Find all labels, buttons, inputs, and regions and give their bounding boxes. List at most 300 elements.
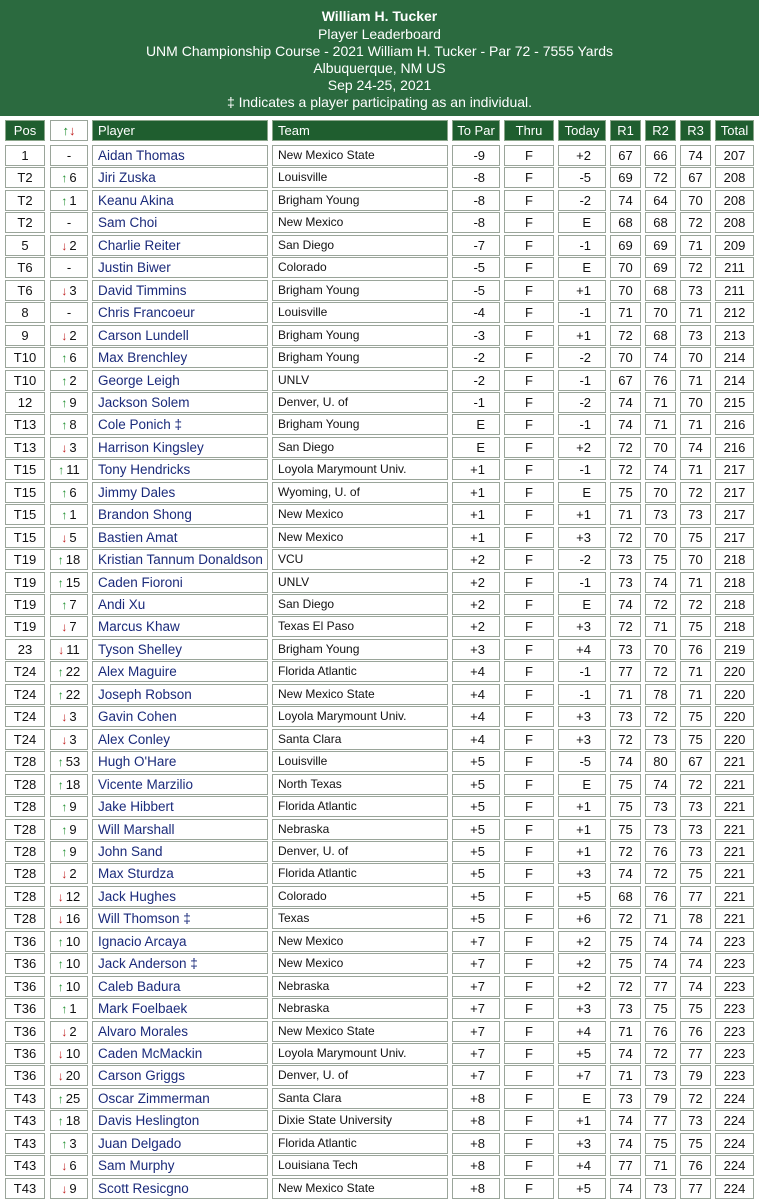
col-header-movement[interactable]: ↑↓: [50, 120, 88, 141]
table-row[interactable]: [0, 661, 759, 682]
r1-cell: 71: [610, 684, 641, 705]
thru-cell: F: [504, 437, 554, 458]
r3-cell: 76: [680, 1155, 711, 1176]
r2-cell: 70: [645, 527, 676, 548]
total-cell: 221: [715, 819, 754, 840]
today-cell: +2: [558, 976, 606, 997]
player-name-link[interactable]: Will Marshall: [92, 819, 268, 840]
r2-cell: 74: [645, 347, 676, 368]
movement-value: 22: [65, 687, 81, 702]
to-par-cell: +4: [452, 661, 500, 682]
total-cell: 223: [715, 1065, 754, 1086]
thru-cell: F: [504, 684, 554, 705]
arrow-down-icon: ↓: [61, 239, 68, 253]
pos-cell: T2: [5, 167, 45, 188]
r2-cell: 66: [645, 145, 676, 166]
col-header-player[interactable]: Player: [92, 120, 268, 141]
player-name-link[interactable]: Tony Hendricks: [92, 459, 268, 480]
table-row[interactable]: [0, 684, 759, 705]
pos-cell: 8: [5, 302, 45, 323]
table-row[interactable]: [0, 706, 759, 727]
pos-cell: T28: [5, 886, 45, 907]
player-name-link[interactable]: Marcus Khaw: [92, 616, 268, 637]
r3-cell: 72: [680, 212, 711, 233]
pos-cell: T28: [5, 908, 45, 929]
thru-cell: F: [504, 549, 554, 570]
table-row[interactable]: [0, 325, 759, 346]
team-cell: Wyoming, U. of: [272, 482, 448, 503]
player-name-link[interactable]: Caleb Badura: [92, 976, 268, 997]
to-par-cell: +4: [452, 706, 500, 727]
today-cell: -1: [558, 459, 606, 480]
r1-cell: 77: [610, 1155, 641, 1176]
player-name-link[interactable]: Davis Heslington: [92, 1110, 268, 1131]
thru-cell: F: [504, 572, 554, 593]
table-row[interactable]: [0, 482, 759, 503]
table-row[interactable]: [0, 639, 759, 660]
total-cell: 208: [715, 167, 754, 188]
table-row[interactable]: [0, 145, 759, 166]
today-cell: +6: [558, 908, 606, 929]
r1-cell: 74: [610, 190, 641, 211]
player-name-link[interactable]: Juan Delgado: [92, 1133, 268, 1154]
r1-cell: 67: [610, 370, 641, 391]
player-name-link[interactable]: Jiri Zuska: [92, 167, 268, 188]
today-cell: E: [558, 1088, 606, 1109]
thru-cell: F: [504, 1043, 554, 1064]
col-header-r3[interactable]: R3: [680, 120, 711, 141]
table-row[interactable]: [0, 774, 759, 795]
team-cell: Florida Atlantic: [272, 863, 448, 884]
player-name-link[interactable]: Sam Choi: [92, 212, 268, 233]
team-cell: Loyola Marymount Univ.: [272, 706, 448, 727]
total-cell: 221: [715, 863, 754, 884]
player-name-link[interactable]: Aidan Thomas: [92, 145, 268, 166]
movement-value: 18: [65, 552, 81, 567]
total-cell: 208: [715, 190, 754, 211]
table-row[interactable]: [0, 504, 759, 525]
player-name-link[interactable]: Charlie Reiter: [92, 235, 268, 256]
total-cell: 217: [715, 504, 754, 525]
table-row[interactable]: [0, 751, 759, 772]
total-cell: 216: [715, 414, 754, 435]
individual-note: ‡ Indicates a player participating as an individual.: [226, 94, 533, 110]
team-cell: San Diego: [272, 235, 448, 256]
team-cell: North Texas: [272, 774, 448, 795]
movement-value: 16: [65, 911, 81, 926]
r3-cell: 75: [680, 527, 711, 548]
to-par-cell: +7: [452, 1021, 500, 1042]
player-name-link[interactable]: Jimmy Dales: [92, 482, 268, 503]
table-row[interactable]: [0, 167, 759, 188]
pos-cell: 9: [5, 325, 45, 346]
pos-cell: T19: [5, 572, 45, 593]
arrow-up-icon: ↑: [57, 980, 64, 994]
movement-cell: [50, 751, 88, 772]
r3-cell: 76: [680, 1021, 711, 1042]
movement-value: 2: [69, 373, 77, 388]
to-par-cell: +5: [452, 796, 500, 817]
player-name-link[interactable]: Scott Resicgno: [92, 1178, 268, 1199]
team-cell: Dixie State University: [272, 1110, 448, 1131]
player-name-link[interactable]: Will Thomson ‡: [92, 908, 268, 929]
col-header-r2[interactable]: R2: [645, 120, 676, 141]
to-par-cell: -3: [452, 325, 500, 346]
arrow-down-icon: ↓: [61, 441, 68, 455]
to-par-cell: +7: [452, 976, 500, 997]
r1-cell: 73: [610, 549, 641, 570]
total-cell: 221: [715, 751, 754, 772]
player-name-link[interactable]: Jackson Solem: [92, 392, 268, 413]
thru-cell: F: [504, 931, 554, 952]
table-row[interactable]: [0, 1021, 759, 1042]
player-name-link[interactable]: John Sand: [92, 841, 268, 862]
today-cell: -1: [558, 302, 606, 323]
thru-cell: F: [504, 257, 554, 278]
movement-cell: [50, 684, 88, 705]
movement-value: 18: [65, 1113, 81, 1128]
today-cell: +1: [558, 1110, 606, 1131]
table-row[interactable]: [0, 235, 759, 256]
to-par-cell: -8: [452, 190, 500, 211]
table-row[interactable]: [0, 280, 759, 301]
r3-cell: 72: [680, 774, 711, 795]
team-cell: Nebraska: [272, 976, 448, 997]
table-row[interactable]: [0, 347, 759, 368]
arrow-up-icon: ↑: [61, 486, 68, 500]
table-row[interactable]: [0, 549, 759, 570]
table-row[interactable]: [0, 1110, 759, 1131]
table-row[interactable]: [0, 190, 759, 211]
to-par-cell: +7: [452, 953, 500, 974]
thru-cell: F: [504, 1133, 554, 1154]
team-cell: Texas: [272, 908, 448, 929]
movement-value: -: [66, 215, 72, 230]
arrow-up-icon: ↑: [57, 778, 64, 792]
r2-cell: 68: [645, 325, 676, 346]
movement-cell: [50, 190, 88, 211]
team-cell: Nebraska: [272, 998, 448, 1019]
pos-cell: T24: [5, 661, 45, 682]
player-name-link[interactable]: Ignacio Arcaya: [92, 931, 268, 952]
table-row[interactable]: [0, 729, 759, 750]
arrow-up-icon: ↑: [58, 463, 65, 477]
movement-value: 3: [69, 283, 77, 298]
table-row[interactable]: [0, 976, 759, 997]
player-name-link[interactable]: Alex Conley: [92, 729, 268, 750]
player-name-link[interactable]: Keanu Akina: [92, 190, 268, 211]
table-row[interactable]: [0, 572, 759, 593]
r2-cell: 70: [645, 437, 676, 458]
r3-cell: 70: [680, 190, 711, 211]
team-cell: Brigham Young: [272, 280, 448, 301]
total-cell: 213: [715, 325, 754, 346]
table-row[interactable]: [0, 527, 759, 548]
r1-cell: 75: [610, 931, 641, 952]
thru-cell: F: [504, 1065, 554, 1086]
r3-cell: 71: [680, 459, 711, 480]
pos-cell: T36: [5, 953, 45, 974]
r1-cell: 68: [610, 212, 641, 233]
r2-cell: 78: [645, 684, 676, 705]
table-row[interactable]: [0, 819, 759, 840]
table-row[interactable]: [0, 392, 759, 413]
to-par-cell: +5: [452, 886, 500, 907]
table-row[interactable]: [0, 459, 759, 480]
pos-cell: T43: [5, 1155, 45, 1176]
total-cell: 220: [715, 706, 754, 727]
to-par-cell: +7: [452, 998, 500, 1019]
movement-cell: [50, 482, 88, 503]
r2-cell: 75: [645, 998, 676, 1019]
pos-cell: T15: [5, 482, 45, 503]
r3-cell: 72: [680, 257, 711, 278]
player-name-link[interactable]: George Leigh: [92, 370, 268, 391]
player-name-link[interactable]: Sam Murphy: [92, 1155, 268, 1176]
r2-cell: 79: [645, 1088, 676, 1109]
table-row[interactable]: [0, 998, 759, 1019]
player-name-link[interactable]: Max Brenchley: [92, 347, 268, 368]
player-name-link[interactable]: Jack Anderson ‡: [92, 953, 268, 974]
to-par-cell: E: [452, 437, 500, 458]
movement-cell: [50, 616, 88, 637]
r1-cell: 73: [610, 639, 641, 660]
player-name-link[interactable]: Chris Francoeur: [92, 302, 268, 323]
thru-cell: F: [504, 190, 554, 211]
table-row[interactable]: [0, 616, 759, 637]
player-name-link[interactable]: Jack Hughes: [92, 886, 268, 907]
movement-cell: [50, 1043, 88, 1064]
today-cell: +5: [558, 1178, 606, 1199]
r1-cell: 69: [610, 167, 641, 188]
movement-cell: [50, 976, 88, 997]
today-cell: -2: [558, 392, 606, 413]
col-header-team[interactable]: Team: [272, 120, 448, 141]
table-row[interactable]: [0, 1043, 759, 1064]
table-row[interactable]: [0, 414, 759, 435]
table-row[interactable]: [0, 257, 759, 278]
arrow-up-icon: ↑: [61, 1137, 68, 1151]
player-name-link[interactable]: Alvaro Morales: [92, 1021, 268, 1042]
r2-cell: 77: [645, 976, 676, 997]
team-cell: New Mexico: [272, 212, 448, 233]
player-name-link[interactable]: Cole Ponich ‡: [92, 414, 268, 435]
player-name-link[interactable]: Justin Biwer: [92, 257, 268, 278]
r3-cell: 77: [680, 1043, 711, 1064]
to-par-cell: +5: [452, 908, 500, 929]
col-header-thru[interactable]: Thru: [504, 120, 554, 141]
table-row[interactable]: [0, 1133, 759, 1154]
pos-cell: T10: [5, 370, 45, 391]
table-header-row: [0, 120, 759, 141]
r2-cell: 74: [645, 931, 676, 952]
thru-cell: F: [504, 594, 554, 615]
player-name-link[interactable]: Kristian Tannum Donaldson: [92, 549, 268, 570]
player-name-link[interactable]: Caden McMackin: [92, 1043, 268, 1064]
thru-cell: F: [504, 976, 554, 997]
total-cell: 217: [715, 482, 754, 503]
col-header-r1[interactable]: R1: [610, 120, 641, 141]
r3-cell: 71: [680, 684, 711, 705]
movement-value: 1: [69, 507, 77, 522]
arrow-up-icon: ↑: [57, 576, 64, 590]
player-name-link[interactable]: Alex Maguire: [92, 661, 268, 682]
total-cell: 214: [715, 347, 754, 368]
r1-cell: 74: [610, 392, 641, 413]
player-name-link[interactable]: Jake Hibbert: [92, 796, 268, 817]
r2-cell: 73: [645, 796, 676, 817]
r2-cell: 74: [645, 572, 676, 593]
table-row[interactable]: [0, 302, 759, 323]
movement-value: 9: [69, 822, 77, 837]
player-name-link[interactable]: Harrison Kingsley: [92, 437, 268, 458]
today-cell: E: [558, 212, 606, 233]
team-cell: UNLV: [272, 572, 448, 593]
movement-cell: [50, 953, 88, 974]
player-name-link[interactable]: Carson Griggs: [92, 1065, 268, 1086]
team-cell: UNLV: [272, 370, 448, 391]
team-cell: Loyola Marymount Univ.: [272, 459, 448, 480]
r1-cell: 70: [610, 347, 641, 368]
r3-cell: 67: [680, 167, 711, 188]
table-row[interactable]: [0, 212, 759, 233]
to-par-cell: +5: [452, 863, 500, 884]
player-name-link[interactable]: Carson Lundell: [92, 325, 268, 346]
table-row[interactable]: [0, 796, 759, 817]
table-row[interactable]: [0, 1088, 759, 1109]
course-info: UNM Championship Course - 2021 William H. Tucker - Par 72 - 7555 Yards: [145, 43, 614, 59]
arrow-down-icon: ↓: [61, 1159, 68, 1173]
table-row[interactable]: [0, 1065, 759, 1086]
total-cell: 221: [715, 886, 754, 907]
arrow-up-icon: ↑: [61, 598, 68, 612]
player-name-link[interactable]: Max Sturdza: [92, 863, 268, 884]
team-cell: Colorado: [272, 257, 448, 278]
pos-cell: T13: [5, 437, 45, 458]
player-name-link[interactable]: Mark Foelbaek: [92, 998, 268, 1019]
r2-cell: 71: [645, 1155, 676, 1176]
to-par-cell: +7: [452, 1065, 500, 1086]
player-name-link[interactable]: Hugh O'Hare: [92, 751, 268, 772]
r1-cell: 75: [610, 774, 641, 795]
r3-cell: 73: [680, 504, 711, 525]
to-par-cell: -1: [452, 392, 500, 413]
r2-cell: 73: [645, 1065, 676, 1086]
col-header-pos[interactable]: Pos: [5, 120, 45, 141]
arrow-down-icon: ↓: [61, 1025, 68, 1039]
arrow-up-icon: ↑: [61, 800, 68, 814]
arrow-up-icon: ↑: [61, 351, 68, 365]
r2-cell: 72: [645, 661, 676, 682]
arrow-down-icon: ↓: [61, 733, 68, 747]
movement-cell: [50, 841, 88, 862]
arrow-up-icon: ↑: [61, 374, 68, 388]
team-cell: Santa Clara: [272, 729, 448, 750]
total-cell: 221: [715, 908, 754, 929]
r3-cell: 74: [680, 145, 711, 166]
r2-cell: 71: [645, 908, 676, 929]
movement-cell: [50, 549, 88, 570]
col-header-today[interactable]: Today: [558, 120, 606, 141]
player-name-link[interactable]: Oscar Zimmerman: [92, 1088, 268, 1109]
pos-cell: T2: [5, 212, 45, 233]
arrow-down-icon: ↓: [58, 643, 65, 657]
today-cell: +2: [558, 953, 606, 974]
r2-cell: 72: [645, 1043, 676, 1064]
thru-cell: F: [504, 819, 554, 840]
r1-cell: 72: [610, 729, 641, 750]
col-header-to-par[interactable]: To Par: [452, 120, 500, 141]
team-cell: New Mexico State: [272, 684, 448, 705]
movement-cell: [50, 167, 88, 188]
player-name-link[interactable]: David Timmins: [92, 280, 268, 301]
table-row[interactable]: [0, 1155, 759, 1176]
r1-cell: 73: [610, 998, 641, 1019]
r3-cell: 75: [680, 863, 711, 884]
thru-cell: F: [504, 1155, 554, 1176]
thru-cell: F: [504, 953, 554, 974]
movement-value: 10: [65, 979, 81, 994]
movement-value: 3: [69, 1136, 77, 1151]
table-row[interactable]: [0, 594, 759, 615]
team-cell: Texas El Paso: [272, 616, 448, 637]
team-cell: Colorado: [272, 886, 448, 907]
table-row[interactable]: [0, 437, 759, 458]
player-name-link[interactable]: Gavin Cohen: [92, 706, 268, 727]
r3-cell: 71: [680, 370, 711, 391]
total-cell: 218: [715, 572, 754, 593]
team-cell: New Mexico State: [272, 1021, 448, 1042]
to-par-cell: +5: [452, 819, 500, 840]
event-title: William H. Tucker: [321, 8, 438, 24]
pos-cell: T36: [5, 976, 45, 997]
player-name-link[interactable]: Vicente Marzilio: [92, 774, 268, 795]
movement-value: 3: [69, 440, 77, 455]
table-row[interactable]: [0, 370, 759, 391]
movement-value: 15: [65, 575, 81, 590]
r3-cell: 73: [680, 1110, 711, 1131]
player-name-link[interactable]: Joseph Robson: [92, 684, 268, 705]
total-cell: 209: [715, 235, 754, 256]
r3-cell: 70: [680, 549, 711, 570]
today-cell: -1: [558, 414, 606, 435]
col-header-total[interactable]: Total: [715, 120, 754, 141]
movement-cell: [50, 459, 88, 480]
arrow-down-icon: ↓: [57, 912, 64, 926]
table-row[interactable]: [0, 908, 759, 929]
r3-cell: 71: [680, 572, 711, 593]
player-name-link[interactable]: Brandon Shong: [92, 504, 268, 525]
table-row[interactable]: [0, 886, 759, 907]
table-row[interactable]: [0, 863, 759, 884]
to-par-cell: -4: [452, 302, 500, 323]
player-name-link[interactable]: Andi Xu: [92, 594, 268, 615]
table-row[interactable]: [0, 931, 759, 952]
player-name-link[interactable]: Bastien Amat: [92, 527, 268, 548]
arrow-up-icon: ↑: [57, 755, 64, 769]
player-name-link[interactable]: Caden Fioroni: [92, 572, 268, 593]
table-row[interactable]: [0, 841, 759, 862]
today-cell: +3: [558, 1133, 606, 1154]
table-row[interactable]: [0, 1178, 759, 1199]
team-cell: New Mexico: [272, 527, 448, 548]
table-row[interactable]: [0, 953, 759, 974]
movement-value: 3: [69, 732, 77, 747]
r1-cell: 74: [610, 594, 641, 615]
arrow-up-icon: ↑: [61, 823, 68, 837]
thru-cell: F: [504, 414, 554, 435]
player-name-link[interactable]: Tyson Shelley: [92, 639, 268, 660]
